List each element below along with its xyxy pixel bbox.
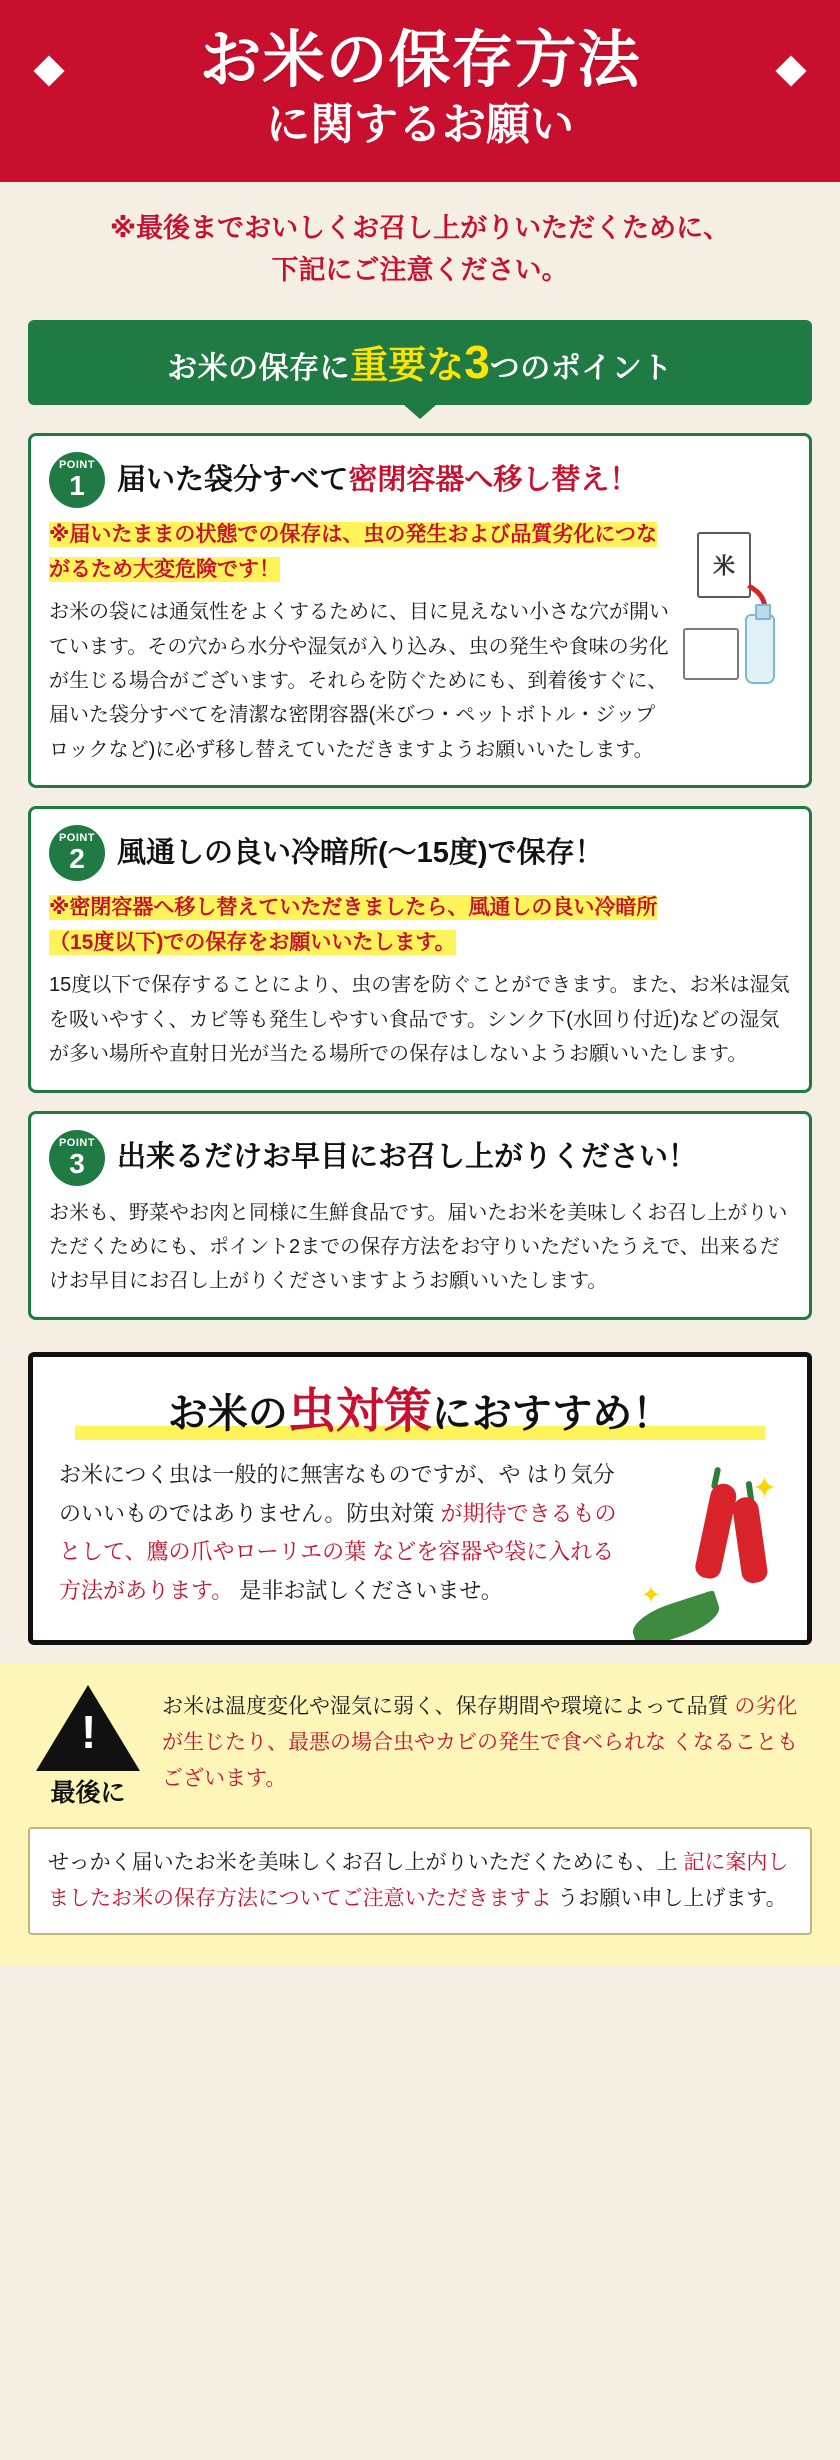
rice-bag-icon xyxy=(697,532,751,598)
point-2-badge-number: 2 xyxy=(69,843,85,875)
rice-bag-label: 米 xyxy=(712,553,736,579)
point-1-badge xyxy=(49,452,105,508)
point-box-3 xyxy=(28,1111,812,1320)
band-tail-arrow xyxy=(404,405,436,419)
point-3-body: お米も、野菜やお肉と同様に生鮮食品です。届いたお米を美味しくお召し上がりいただくためにも、ポイント2までの保存方法をお守りいただいたうえで、出来るだけお早目にお召し上がりくださいますようお願いいたします。 xyxy=(49,1201,788,1293)
page-header xyxy=(0,0,840,182)
storage-container-icon xyxy=(683,628,739,680)
bug-body-line1: お米につく虫は一般的に無害なものですが、や xyxy=(59,1462,521,1488)
final-text-line2: の劣化が生じたり、最悪の場合虫やカビの発生で食べられな xyxy=(162,1695,798,1755)
points-list xyxy=(0,419,840,1320)
point-2-badge-label: POINT xyxy=(58,832,96,845)
warning-block xyxy=(28,1685,148,1809)
final-message-box xyxy=(28,1827,812,1934)
bug-section-body xyxy=(59,1456,781,1610)
sparkle-2-icon: ✦ xyxy=(641,1581,662,1609)
point-1-badge-number: 1 xyxy=(69,469,85,501)
point-1-title-plain: 届いた袋分すべて xyxy=(117,463,349,496)
point-2-title-emphasis: (～15度)で保存！ xyxy=(378,837,604,870)
bug-body-line5: 是非お試しくださいませ。 xyxy=(239,1577,503,1603)
point-1-alert-line1: ※届いたままの状態での保存は、虫の発生および品質劣化につな xyxy=(49,522,657,546)
final-text-line1: お米は温度変化や湿気に弱く、保存期間や環境によって品質 xyxy=(162,1695,729,1719)
final-text-line3: くなることもございます。 xyxy=(162,1731,798,1790)
point-3-badge-number: 3 xyxy=(69,1147,85,1179)
bug-title-emphasis: 虫対策 xyxy=(287,1384,432,1438)
sparkle-1-icon: ✦ xyxy=(751,1471,777,1505)
green-band-text-before: お米の保存に xyxy=(167,351,351,385)
green-band-emphasis: 重要な xyxy=(350,344,465,387)
bug-body-line4: などを容器や袋に入れる方法があります。 xyxy=(59,1539,615,1603)
bug-body-line3: が期待できるものとして、鷹の爪やローリエの葉 xyxy=(59,1500,617,1565)
point-2-body: 15度以下で保存することにより、虫の害を防ぐことができます。また、お米は湿気を吸いやすく、カビ等も発生しやすい食品です。シンク下(水回り付近)などの湿気が多い場所や直射日光が当たる場所での保存はしないようお願いいたします。 xyxy=(49,974,790,1066)
bug-title-after: におすすめ！ xyxy=(431,1391,673,1436)
point-3-header xyxy=(49,1130,791,1186)
final-section xyxy=(0,1663,840,1964)
page-title-line1: お米の保存方法 xyxy=(199,26,641,95)
point-3-badge xyxy=(49,1130,105,1186)
point-2-alert-line2: （15度以下)での保存をお願いいたします。 xyxy=(49,930,456,954)
subnote xyxy=(0,182,840,314)
point-1-title-emphasis: 密閉容器へ移し替え！ xyxy=(348,463,639,496)
final-text xyxy=(162,1685,812,1796)
point-2-alert xyxy=(49,891,791,960)
section-heading-points xyxy=(28,320,812,405)
point-2-title-plain: 風通しの良い冷暗所 xyxy=(117,837,379,870)
green-band-wrapper xyxy=(0,314,840,419)
bottle-icon xyxy=(745,614,775,684)
point-1-alert-line2: がるため大変危険です！ xyxy=(49,557,280,581)
point-1-body: お米の袋には通気性をよくするために、目に見えない小さな穴が開いています。その穴から水分や湿気が入り込み、虫の発生や食味の劣化が生じる場合がございます。それらを防ぐためにも、到着後すぐに、届いた袋分すべてを清潔な密閉容器(米びつ・ペットボトル・ジップロックなど)に必ず移し替えていただきますようお願いいたします。 xyxy=(49,601,669,761)
point-2-header xyxy=(49,825,791,881)
point-1-title xyxy=(117,462,638,498)
bug-title-before: お米の xyxy=(167,1391,288,1436)
bug-section xyxy=(28,1352,812,1646)
point-1-illustration xyxy=(683,532,793,702)
point-1-alert xyxy=(49,518,791,587)
final-warn-label: 最後に xyxy=(50,1779,126,1808)
point-2-badge xyxy=(49,825,105,881)
point-1-badge-label: POINT xyxy=(58,458,96,471)
point-box-2 xyxy=(28,806,812,1092)
point-3-badge-label: POINT xyxy=(58,1136,96,1149)
final-box-line1: せっかく届いたお米を美味しくお召し上がりいただくためにも、上 xyxy=(48,1851,678,1875)
green-band-text-after: つのポイント xyxy=(489,351,673,385)
bug-section-wrapper xyxy=(0,1338,840,1646)
subnote-line-2: 下記にご注意ください。 xyxy=(271,255,569,286)
warning-triangle-icon xyxy=(36,1685,140,1771)
point-1-header xyxy=(49,452,791,508)
point-2-alert-line1: ※密閉容器へ移し替えていただきましたら、風通しの良い冷暗所 xyxy=(49,896,658,920)
page-title-line2: に関するお願い xyxy=(266,100,574,150)
final-top-row xyxy=(28,1685,812,1809)
green-band-number: 3 xyxy=(464,335,490,388)
final-box-line3: うお願い申し上げます。 xyxy=(557,1887,787,1911)
final-box-line2: 記に案内しましたお米の保存方法についてご注意いただきますよ xyxy=(48,1851,789,1911)
bug-body-line2: はり気分のいいものではありません。防虫対策 xyxy=(59,1462,615,1526)
subnote-line-1: ※最後までおいしくお召し上がりいただくために、 xyxy=(109,213,731,244)
point-2-title xyxy=(117,835,604,871)
point-3-title: 出来るだけお早目にお召し上がりください！ xyxy=(117,1141,698,1174)
bug-section-title xyxy=(59,1383,781,1441)
point-box-1 xyxy=(28,433,812,788)
